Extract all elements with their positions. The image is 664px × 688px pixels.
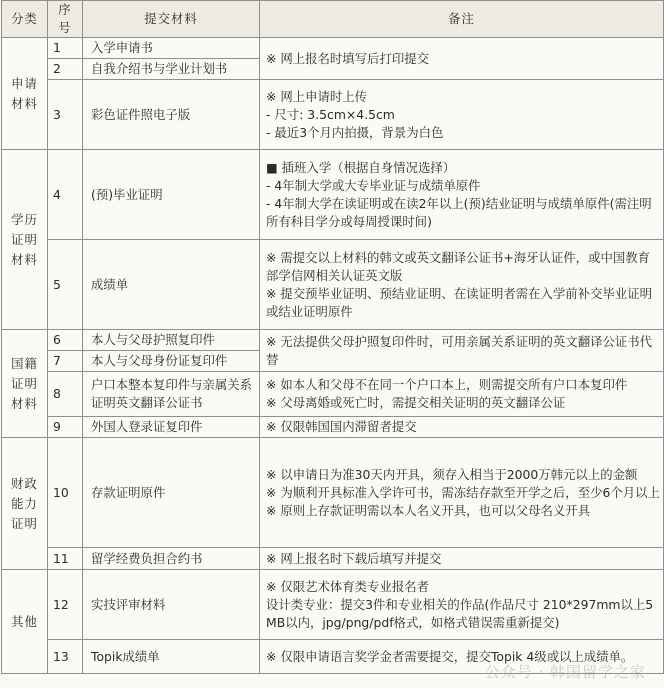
remark-cell: ※ 网上报名时填写后打印提交 — [260, 38, 664, 80]
remark-line: ■ 插班入学（根据自身情况选择） — [266, 159, 456, 175]
remark-cell — [260, 372, 664, 417]
row-number: 2 — [48, 59, 83, 80]
row-number: 6 — [48, 330, 83, 351]
material-name: 外国人登录证复印件 — [83, 417, 260, 438]
remark-cell: ※ 网上报名时下载后填写并提交 — [260, 548, 664, 570]
header-remark: 备注 — [260, 1, 664, 38]
remark-line: ※ 父母离婚或死亡时，需提交相关证明的英文翻译公证 — [266, 395, 566, 410]
category-finance: 财政 能力 证明 — [2, 438, 48, 570]
material-name: 成绩单 — [83, 240, 260, 330]
table-row — [2, 80, 664, 150]
material-name: 本人与父母身份证复印件 — [83, 351, 260, 372]
material-name: 户口本整本复印件与亲属关系证明英文翻译公证书 — [83, 372, 260, 417]
row-number: 7 — [48, 351, 83, 372]
remark-line: ※ 原则上存款证明需以本人名义开具，也可以父母名义开具 — [266, 502, 591, 518]
row-number: 10 — [48, 438, 83, 548]
remark-cell: ※ 无法提供父母护照复印件时，可用亲属关系证明的英文翻译公证书代替 — [260, 330, 664, 372]
row-number: 9 — [48, 417, 83, 438]
row-number: 3 — [48, 80, 83, 150]
remark-line: ※ 为顺利开具标准入学许可书，需冻结存款至开学之后，至少6个月以上 — [266, 484, 660, 500]
remark-cell — [260, 570, 664, 640]
table-row — [2, 548, 664, 570]
row-number: 1 — [48, 38, 83, 59]
remark-cell — [260, 240, 664, 330]
remark-cell: ※ 仅限申请语言奖学金者需要提交，提交Topik 4级或以上成绩单。 — [260, 640, 664, 674]
row-number: 12 — [48, 570, 83, 640]
remark-line: ※ 仅限艺术体育类专业报名者 — [266, 578, 430, 594]
remark-line: - 最近3个月内拍摄，背景为白色 — [266, 124, 444, 140]
material-name: 彩色证件照电子版 — [83, 80, 260, 150]
category-apply: 申请 材料 — [2, 38, 48, 150]
table-row — [2, 570, 664, 640]
row-number: 13 — [48, 640, 83, 674]
category-edu: 学历 证明 材料 — [2, 150, 48, 330]
remark-cell — [260, 438, 664, 548]
material-name: 留学经费负担合约书 — [83, 548, 260, 570]
watermark: 公众号 · 韩国留学之家 — [484, 663, 646, 681]
materials-table — [1, 0, 664, 674]
header-material: 提交材料 — [83, 1, 260, 38]
material-name: (预)毕业证明 — [83, 150, 260, 240]
table-row — [2, 150, 664, 240]
row-number: 4 — [48, 150, 83, 240]
category-other: 其他 — [2, 570, 48, 674]
header-no: 序号 — [48, 1, 83, 38]
remark-line: - 尺寸: 3.5cm×4.5cm — [266, 106, 395, 122]
category-nation: 国籍 证明 材料 — [2, 330, 48, 438]
row-number: 11 — [48, 548, 83, 570]
table-row — [2, 330, 664, 351]
remark-line: 设计类专业：提交3件和专业相关的作品(作品尺寸 210*297mm以上5MB以内，jpg/png/pdf格式，如格式错误需重新提交) — [266, 596, 654, 630]
header-category: 分类 — [2, 1, 48, 38]
remark-line: ※ 如本人和父母不在同一个户口本上，则需提交所有户口本复印件 — [266, 377, 628, 392]
material-name: Topik成绩单 — [83, 640, 260, 674]
remark-cell — [260, 80, 664, 150]
material-name: 本人与父母护照复印件 — [83, 330, 260, 351]
material-name: 实技评审材料 — [83, 570, 260, 640]
remark-cell: ※ 仅限韩国国内滞留者提交 — [260, 417, 664, 438]
remark-line: - 4年制大学在读证明或在读2年以上(预)结业证明与成绩单原件(需注明所有科目学分或每周授课时间) — [266, 195, 652, 229]
table-row — [2, 240, 664, 330]
table-row — [2, 372, 664, 417]
remark-cell — [260, 150, 664, 240]
row-number: 8 — [48, 372, 83, 417]
remark-line: ※ 以申请日为准30天内开具，须存入相当于2000万韩元以上的金额 — [266, 466, 638, 482]
header-row — [2, 1, 664, 38]
remark-line: - 4年制大学或大专毕业证与成绩单原件 — [266, 177, 481, 193]
remark-line: ※ 网上申请时上传 — [266, 88, 368, 104]
remark-line: ※ 需提交以上材料的韩文或英文翻译公证书+海牙认证件，或中国教育部学信网相关认证英文版 — [266, 249, 651, 283]
material-name: 自我介绍书与学业计划书 — [83, 59, 260, 80]
material-name: 存款证明原件 — [83, 438, 260, 548]
material-name: 入学申请书 — [83, 38, 260, 59]
table-row — [2, 38, 664, 59]
remark-line: ※ 提交预毕业证明、预结业证明、在读证明者需在入学前补交毕业证明或结业证明原件 — [266, 285, 653, 319]
table-row — [2, 438, 664, 548]
table-row — [2, 417, 664, 438]
row-number: 5 — [48, 240, 83, 330]
